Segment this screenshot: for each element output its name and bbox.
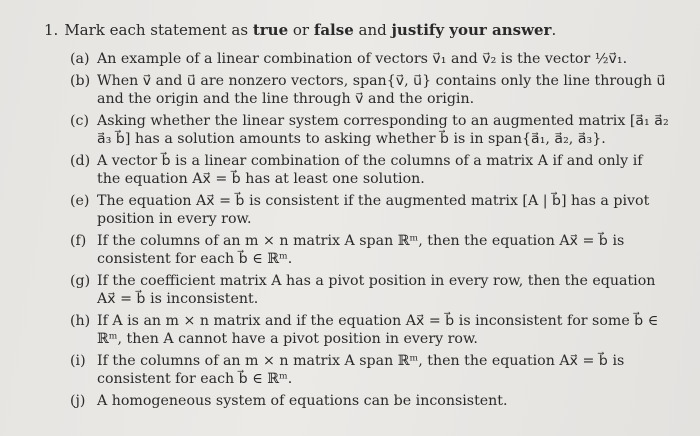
instruction-justify: justify your answer — [391, 21, 552, 39]
statement-label: (i) — [70, 353, 86, 369]
statement-e — [70, 192, 670, 228]
instruction-true: true — [252, 21, 289, 39]
statement-list — [70, 50, 670, 414]
statement-label: (g) — [70, 273, 91, 289]
statement-j — [70, 392, 670, 410]
instruction-false: false — [313, 21, 354, 39]
statement-text: An example of a linear combination of vectors v⃗₁ and v⃗₂ is the vector ½v⃗₁. — [97, 51, 628, 67]
statement-text: If the columns of an m × n matrix A span ℝᵐ, then the equation Ax⃗ = b⃗ is consistent for each b⃗ ∈ ℝᵐ. — [97, 233, 625, 267]
statement-g — [70, 272, 670, 308]
statement-text: A homogeneous system of equations can be inconsistent. — [97, 393, 508, 409]
problem-number: 1. — [44, 21, 59, 39]
instruction-part: or — [288, 21, 314, 39]
instruction-part: Mark each statement as — [64, 21, 253, 39]
statement-text: If the coefficient matrix A has a pivot position in every row, then the equation Ax⃗ = b⃗ is inconsistent. — [97, 273, 656, 307]
statement-i — [70, 352, 670, 388]
problem-heading — [44, 21, 556, 39]
statement-label: (c) — [70, 113, 90, 129]
statement-label: (a) — [70, 51, 90, 67]
statement-f — [70, 232, 670, 268]
statement-text: Asking whether the linear system corresponding to an augmented matrix [a⃗₁ a⃗₂ a⃗₃ b⃗] has a solution amounts to asking whether b⃗ is in span{a⃗₁, a⃗₂, a⃗₃}. — [97, 113, 669, 147]
statement-text: A vector b⃗ is a linear combination of the columns of a matrix A if and only if the equation Ax⃗ = b⃗ has at least one solution. — [97, 153, 643, 187]
statement-a — [70, 50, 670, 68]
statement-label: (e) — [70, 193, 90, 209]
statement-label: (j) — [70, 393, 86, 409]
statement-text: If A is an m × n matrix and if the equation Ax⃗ = b⃗ is inconsistent for some b⃗ ∈ ℝᵐ, then A cannot have a pivot position in every row. — [97, 313, 659, 347]
statement-c — [70, 112, 670, 148]
statement-b — [70, 72, 670, 108]
instruction-part: . — [551, 21, 557, 39]
statement-text: When v⃗ and u⃗ are nonzero vectors, span{v⃗, u⃗} contains only the line through u⃗ and the origin and the line through v⃗ and the origin. — [97, 73, 666, 107]
instruction-part: and — [353, 21, 392, 39]
statement-d — [70, 152, 670, 188]
statement-h — [70, 312, 670, 348]
statement-label: (b) — [70, 73, 91, 89]
statement-text: The equation Ax⃗ = b⃗ is consistent if the augmented matrix [A | b⃗] has a pivot position in every row. — [97, 193, 650, 227]
statement-label: (f) — [70, 233, 87, 249]
statement-label: (h) — [70, 313, 91, 329]
statement-text: If the columns of an m × n matrix A span ℝᵐ, then the equation Ax⃗ = b⃗ is consistent for each b⃗ ∈ ℝᵐ. — [97, 353, 625, 387]
statement-label: (d) — [70, 153, 91, 169]
